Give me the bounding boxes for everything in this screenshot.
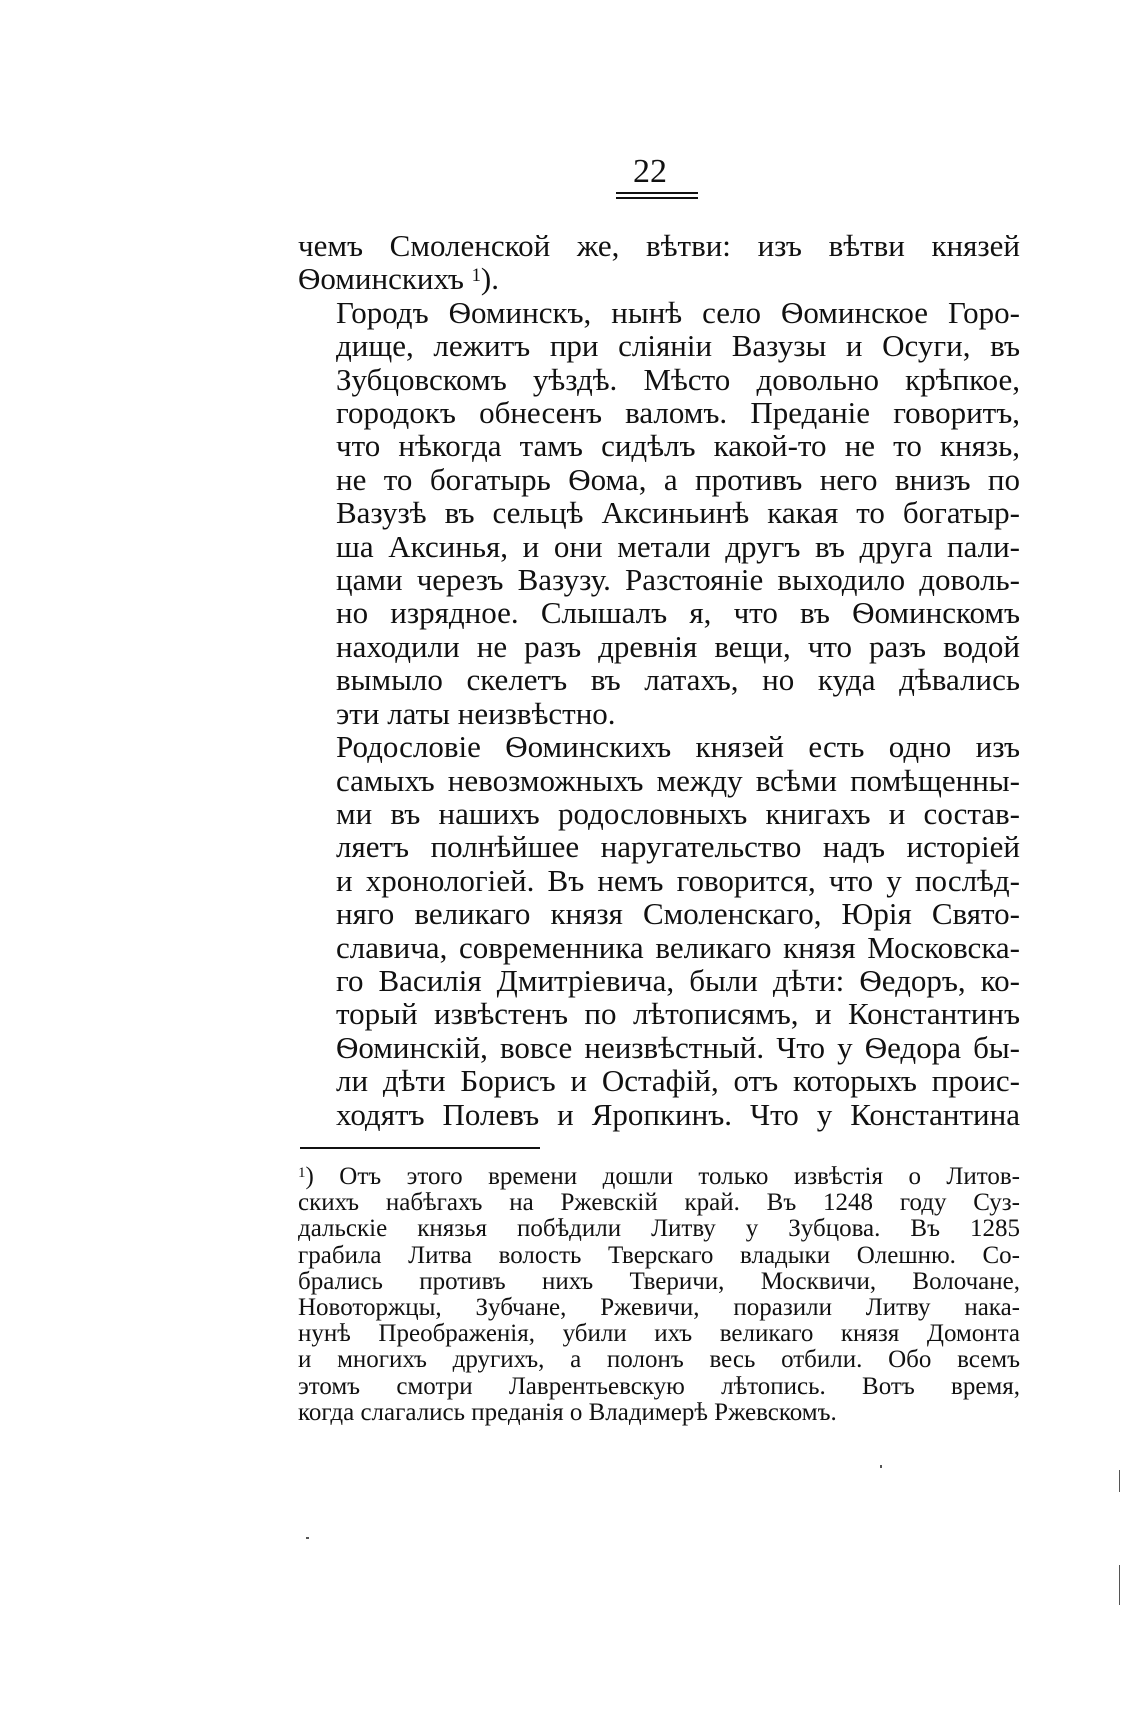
text-line: ли дѣти Борисъ и Остафій, отъ которыхъ проис- [336, 1063, 1020, 1099]
footnote-text: Отъ этого времени дошли только извѣстія о Литов- [313, 1163, 1020, 1190]
footnote-line: грабила Литва волость Тверскаго владыки Олешню. Со- [298, 1241, 1020, 1269]
footnote-line: скихъ набѣгахъ на Ржевскій край. Въ 1248 году Суз- [298, 1189, 1020, 1217]
text-line: Родословіе Ѳоминскихъ князей есть одно изъ [336, 729, 1020, 765]
page-number-underline [616, 192, 698, 194]
scan-speck [880, 1465, 882, 1468]
text-line: находили не разъ древнія вещи, что разъ водой [336, 628, 1020, 664]
text-line: Зубцовскомъ уѣздѣ. Мѣсто довольно крѣпкое, [336, 361, 1020, 397]
footnote-reference: 1 [471, 265, 481, 287]
text-line: ходятъ Полевъ и Яропкинъ. Что у Константина [336, 1096, 1020, 1132]
paragraph-fominsk-genealogy [298, 730, 1020, 1131]
footnote-line: этомъ смотри Лаврентьевскую лѣтопись. Вотъ время, [298, 1372, 1020, 1400]
text-line: чемъ Смоленской же, вѣтви: изъ вѣтви князей [298, 228, 1020, 263]
text-line: торый извѣстенъ по лѣтописямъ, и Константинъ [336, 996, 1020, 1032]
text-line: вымыло скелетъ въ латахъ, но куда дѣвались [336, 662, 1020, 698]
text-line: ляетъ полнѣйшее наругательство надъ исторіей [336, 829, 1020, 865]
footnote-line: когда слагались преданія о Владимерѣ Ржевскомъ. [298, 1398, 837, 1426]
footnote-line: Новоторжцы, Зубчане, Ржевичи, поразили Литву нака- [298, 1294, 1020, 1322]
text-line: городокъ обнесенъ валомъ. Преданіе говоритъ, [336, 395, 1020, 431]
text-line: что нѣкогда тамъ сидѣлъ какой-то не то князь, [336, 428, 1020, 464]
text-fragment: ). [480, 261, 499, 297]
text-line: Ѳоминскій, вовсе неизвѣстный. Что у Ѳедора бы- [336, 1029, 1020, 1065]
scan-edge-mark [1119, 1565, 1120, 1605]
paragraph-fominsk-town [298, 296, 1020, 730]
footnote-line: нунѣ Преображенія, убили ихъ великаго князя Домонта [298, 1320, 1020, 1348]
text-line: Городъ Ѳоминскъ, нынѣ село Ѳоминское Горо- [336, 294, 1020, 330]
footnote [298, 1164, 1020, 1426]
scan-edge-mark [1119, 1470, 1120, 1492]
text-line: самыхъ невозможныхъ между всѣми помѣщенны- [336, 762, 1020, 798]
text-line: няго великаго князя Смоленскаго, Юрія Свято- [336, 896, 1020, 932]
text-line: и хронологіей. Въ немъ говорится, что у послѣд- [336, 862, 1020, 898]
page-number-underline-second [616, 197, 698, 199]
paragraph-continuation [298, 229, 1020, 296]
text-line: не то богатырь Ѳома, а противъ него внизъ по [336, 461, 1020, 497]
main-text [298, 229, 1020, 1131]
footnote-line [298, 1164, 1020, 1190]
text-fragment: Ѳоминскихъ [298, 261, 464, 297]
text-line: цами черезъ Вазузу. Разстояніе выходило доволь- [336, 562, 1020, 598]
footnote-line: дальскіе князья побѣдили Литву у Зубцова. Въ 1285 [298, 1215, 1020, 1243]
text-line: го Василія Дмитріевича, были дѣти: Ѳедоръ, ко- [336, 962, 1020, 998]
text-line [298, 262, 1020, 295]
text-line: ша Аксинья, и они метали другъ въ друга пали- [336, 528, 1020, 564]
text-line: славича, современника великаго князя Московска- [336, 929, 1020, 965]
footnote-marker-paren: ) [305, 1163, 314, 1190]
footnote-line: брались противъ нихъ Тверичи, Москвичи, Волочане, [298, 1267, 1020, 1295]
text-line: ми въ нашихъ родословныхъ книгахъ и состав- [336, 795, 1020, 831]
text-line: Вазузѣ въ сельцѣ Аксиньинѣ какая то богатыр- [336, 495, 1020, 531]
scan-speck [306, 1537, 309, 1539]
footnote-separator [300, 1147, 540, 1149]
page-number: 22 [633, 153, 667, 190]
footnote-line: и многихъ другихъ, а полонъ весь отбили. Обо всемъ [298, 1346, 1020, 1374]
text-line: эти латы неизвѣстно. [336, 695, 616, 731]
text-line: дище, лежитъ при сліяніи Вазузы и Осуги, въ [336, 328, 1020, 364]
footnote-marker: 1 [298, 1165, 306, 1182]
text-line: но изрядное. Слышалъ я, что въ Ѳоминскомъ [336, 595, 1020, 631]
